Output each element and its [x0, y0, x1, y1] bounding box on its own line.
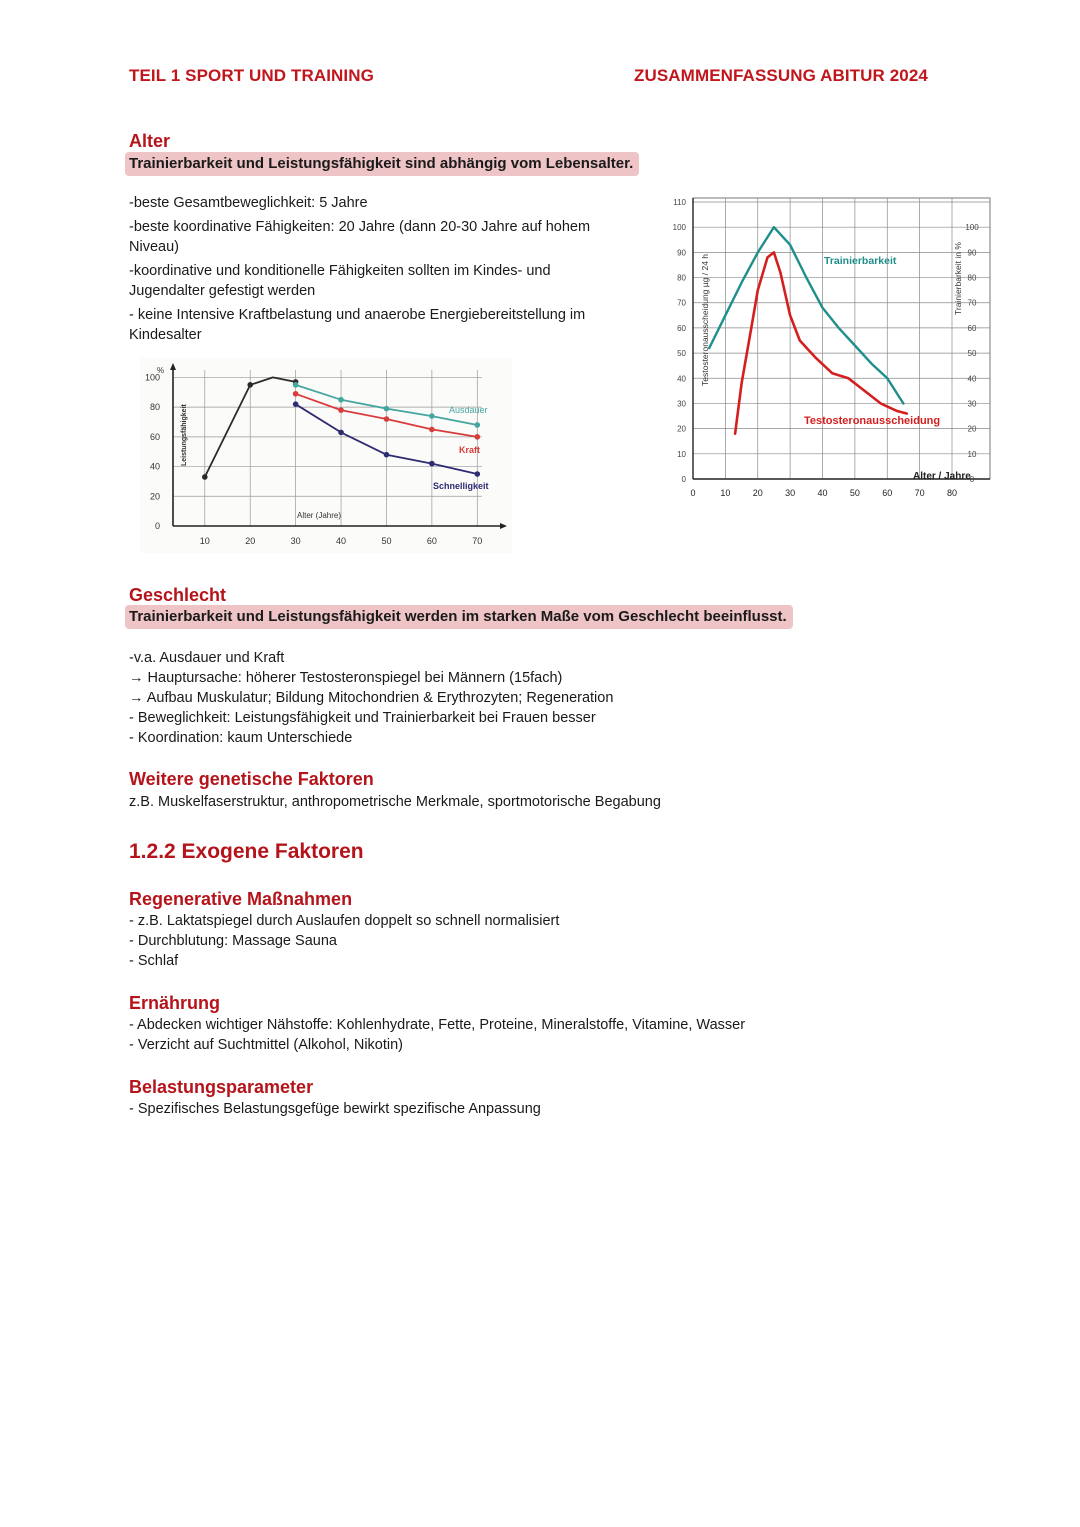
chart2-y-right-tick-label: 30 — [967, 399, 977, 409]
chart1-legend-kraft: Kraft — [459, 445, 481, 455]
chart1-y-tick-label: 60 — [149, 431, 160, 442]
chart1-point-schnelligkeit — [384, 452, 390, 458]
chart1-point-kraft — [293, 391, 299, 397]
chart1-point-ausdauer — [474, 422, 480, 428]
regenerative-line: - z.B. Laktatspiegel durch Auslaufen doppelt so schnell normalisiert — [129, 913, 560, 929]
chart2-y-right-tick-label: 100 — [965, 223, 979, 233]
chart1-legend-ausdauer: Ausdauer — [449, 405, 488, 415]
alter-line: Jugendalter gefestigt werden — [129, 283, 316, 299]
nutrition-line: - Verzicht auf Suchtmittel (Alkohol, Nikotin) — [129, 1037, 403, 1053]
chart2-frame — [693, 198, 990, 479]
load-parameters-text — [129, 1099, 541, 1119]
chart1-background — [140, 358, 512, 553]
chart1-legend-schnelligkeit: Schnelligkeit — [433, 481, 489, 491]
chart2-y-left-tick-label: 80 — [677, 273, 686, 283]
chart1-y-tick-label: 0 — [154, 521, 160, 531]
chart2-y-left-tick-label: 20 — [677, 424, 686, 434]
chart1-point-schnelligkeit — [293, 401, 299, 407]
chart2-y-left-tick-label: 90 — [677, 248, 686, 258]
chart2-y-left-tick-label: 50 — [677, 349, 686, 359]
alter-line: Kindesalter — [129, 327, 202, 343]
chart2-x-tick-label: 60 — [882, 488, 893, 498]
chart2-y-left-tick-label: 30 — [677, 399, 686, 409]
chart1-x-tick-label: 60 — [426, 536, 437, 546]
geschlecht-line: -v.a. Ausdauer und Kraft — [129, 650, 285, 666]
chart1-point-ausdauer — [293, 382, 299, 388]
chart2-x-tick-label: 30 — [785, 488, 796, 498]
regenerative-line: - Schlaf — [129, 953, 179, 969]
chart1-point-kraft — [384, 416, 390, 422]
chart2-legend-trainierbarkeit: Trainierbarkeit — [824, 255, 897, 267]
chart1-point-schnelligkeit — [338, 430, 344, 436]
chart2-y-right-tick-label: 70 — [967, 298, 977, 308]
chart2-y-right-tick-label: 60 — [967, 323, 977, 333]
alter-highlight: Trainierbarkeit und Leistungsfähigkeit sind abhängig vom Lebensalter. — [125, 152, 639, 176]
chart1-x-label: Alter (Jahre) — [297, 511, 342, 520]
header-right-title: ZUSAMMENFASSUNG ABITUR 2024 — [634, 66, 928, 85]
chart1-x-tick-label: 20 — [245, 536, 256, 546]
chart2-x-tick-label: 80 — [946, 488, 958, 498]
chart2-y-left-label: Testosteronausscheidung µg / 24 h — [700, 253, 710, 386]
chart1-y-unit: % — [157, 366, 165, 375]
chart1-y-tick-label: 80 — [149, 402, 160, 413]
genetic-heading: Weitere genetische Faktoren — [129, 769, 374, 789]
geschlecht-line: → Hauptursache: höherer Testosteronspiegel bei Männern (15fach) — [129, 670, 563, 686]
chart2-y-left-tick-label: 40 — [677, 374, 686, 384]
chart1-point-schnelligkeit — [474, 471, 480, 477]
chart1-point-kraft — [338, 407, 344, 413]
geschlecht-highlight: Trainierbarkeit und Leistungsfähigkeit werden im starken Maße vom Geschlecht beeinflusst. — [125, 605, 793, 629]
chart2-y-left-tick-label: 100 — [672, 223, 686, 233]
chart2-x-tick-label: 40 — [817, 488, 828, 498]
chart2-y-right-tick-label: 50 — [967, 349, 977, 359]
chart1-x-tick-label: 40 — [336, 536, 347, 546]
chart1-point-ausdauer — [384, 406, 390, 412]
header-left-title: TEIL 1 SPORT UND TRAINING — [129, 66, 374, 85]
chart2-y-left-tick-label: 70 — [677, 298, 686, 308]
alter-line: -beste koordinative Fähigkeiten: 20 Jahre (dann 20-30 Jahre auf hohem — [129, 219, 591, 235]
chart2-x-label: Alter / Jahre — [913, 471, 971, 482]
alter-line: - keine Intensive Kraftbelastung und anaerobe Energiebereitstellung im — [129, 307, 586, 323]
chart1-point-kraft — [429, 427, 435, 433]
alter-line: -beste Gesamtbeweglichkeit: 5 Jahre — [129, 195, 368, 211]
alter-text — [129, 193, 590, 345]
chart2-y-right-tick-label: 80 — [967, 273, 977, 283]
chart1-x-tick-label: 70 — [472, 536, 483, 546]
chart2-y-right-label: Trainierbarkeit in % — [953, 242, 963, 315]
chart1-point-ausdauer — [429, 413, 435, 419]
geschlecht-line: - Koordination: kaum Unterschiede — [129, 730, 353, 746]
chart1-point-gemeinsam — [247, 382, 253, 388]
chart2-x-tick-label: 70 — [914, 488, 925, 498]
chart2-y-left-tick-label: 10 — [677, 449, 686, 459]
chart2-x-tick-label: 0 — [690, 488, 696, 498]
geschlecht-line: - Beweglichkeit: Leistungsfähigkeit und Trainierbarkeit bei Frauen besser — [129, 710, 596, 726]
performance-age-chart — [140, 358, 512, 553]
chart2-y-left-tick-label: 0 — [681, 475, 686, 484]
nutrition-text — [129, 1015, 745, 1055]
chart1-y-tick-label: 20 — [149, 491, 160, 502]
load-parameters-line: - Spezifisches Belastungsgefüge bewirkt spezifische Anpassung — [129, 1101, 541, 1117]
chart1-x-tick-label: 30 — [290, 536, 301, 546]
chart2-y-right-tick-label: 20 — [967, 424, 977, 434]
geschlecht-text — [129, 648, 613, 748]
genetic-text — [129, 792, 661, 812]
chart1-x-tick-label: 10 — [199, 536, 210, 546]
alter-line: -koordinative und konditionelle Fähigkeiten sollten im Kindes- und — [129, 263, 551, 279]
chart2-y-right-tick-label: 90 — [967, 248, 977, 258]
chart1-y-tick-label: 40 — [149, 461, 160, 472]
alter-heading: Alter — [129, 131, 171, 151]
chart1-y-label: Leistungsfähigkeit — [181, 404, 188, 466]
chart1-point-gemeinsam — [202, 474, 208, 480]
chart2-x-tick-label: 10 — [720, 488, 731, 498]
trainability-testosterone-chart — [662, 192, 1002, 510]
load-parameters-heading: Belastungsparameter — [129, 1077, 314, 1097]
exogenous-section-title: 1.2.2 Exogene Faktoren — [129, 840, 364, 863]
genetic-line: z.B. Muskelfaserstruktur, anthropometrische Merkmale, sportmotorische Begabung — [129, 794, 661, 810]
chart1-point-schnelligkeit — [429, 461, 435, 467]
chart1-x-tick-label: 50 — [381, 536, 392, 546]
chart2-y-left-tick-label: 60 — [677, 323, 686, 333]
chart2-legend-testosteron: Testosteronausscheidung — [804, 415, 941, 427]
chart2-y-right-tick-label: 10 — [967, 449, 977, 459]
nutrition-heading: Ernährung — [129, 993, 221, 1013]
regenerative-heading: Regenerative Maßnahmen — [129, 889, 353, 909]
chart1-y-tick-label: 100 — [144, 372, 160, 383]
chart1-point-ausdauer — [338, 397, 344, 403]
alter-line: Niveau) — [129, 239, 179, 255]
chart2-y-left-tick-label: 110 — [673, 198, 686, 207]
regenerative-line: - Durchblutung: Massage Sauna — [129, 933, 337, 949]
chart2-y-right-tick-label: 40 — [967, 374, 977, 384]
chart2-x-tick-label: 20 — [752, 488, 763, 498]
geschlecht-line: → Aufbau Muskulatur; Bildung Mitochondrien & Erythrozyten; Regeneration — [129, 690, 614, 706]
chart2-y-right-tick-label: 0 — [969, 475, 975, 484]
chart1-point-kraft — [474, 434, 480, 440]
nutrition-line: - Abdecken wichtiger Nähstoffe: Kohlenhydrate, Fette, Proteine, Mineralstoffe, Vitamine, Wasser — [129, 1017, 746, 1033]
geschlecht-heading: Geschlecht — [129, 585, 227, 605]
regenerative-text — [129, 911, 559, 971]
chart2-x-tick-label: 50 — [849, 488, 860, 498]
